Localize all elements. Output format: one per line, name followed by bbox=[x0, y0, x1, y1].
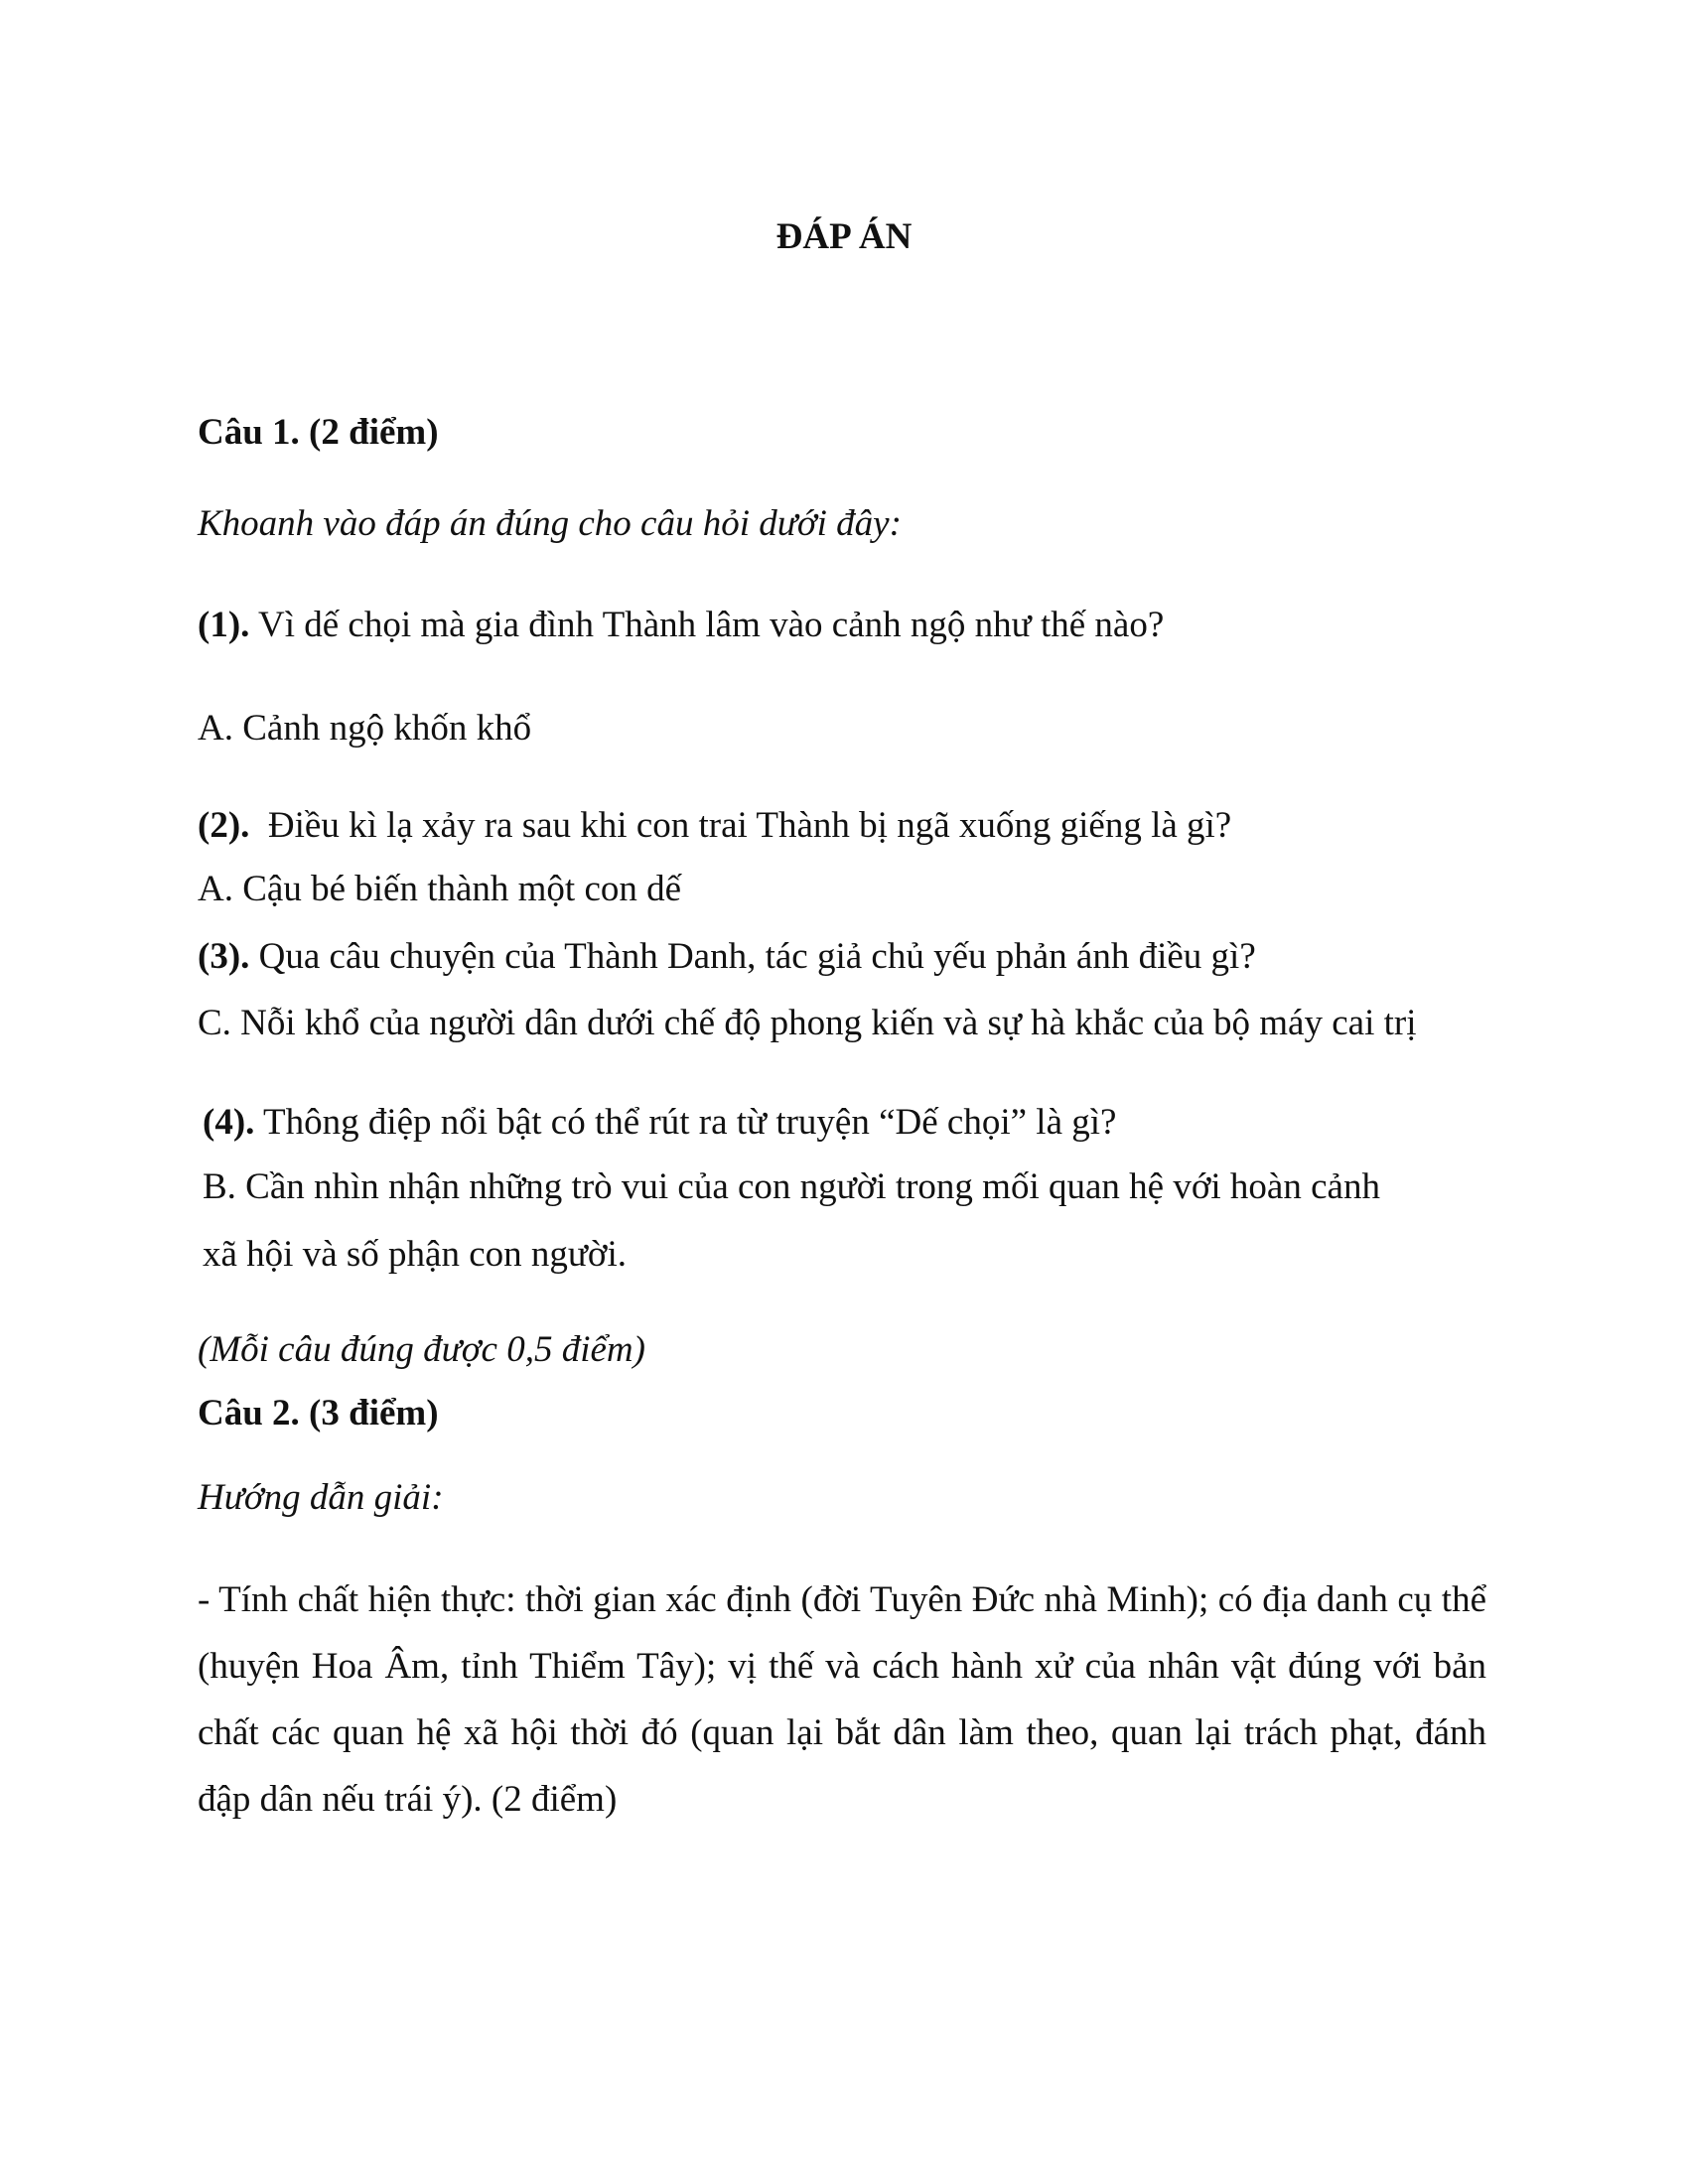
answer-2: A. Cậu bé biến thành một con dế bbox=[198, 869, 682, 909]
question-2-instruction: Hướng dẫn giải: bbox=[198, 1477, 444, 1518]
sub-question-3-label: (3). bbox=[198, 936, 250, 977]
sub-question-2-text: Điều kì lạ xảy ra sau khi con trai Thành bị ngã xuống giếng là gì? bbox=[249, 805, 1232, 846]
sub-question-4-text: Thông điệp nổi bật có thể rút ra từ truyện “Dế chọi” là gì? bbox=[254, 1102, 1117, 1143]
answer-3: C. Nỗi khổ của người dân dưới chế độ phong kiến và sự hà khắc của bộ máy cai trị bbox=[198, 1003, 1417, 1043]
sub-question-3-text: Qua câu chuyện của Thành Danh, tác giả chủ yếu phản ánh điều gì? bbox=[249, 936, 1256, 977]
answer-4-line-1: B. Cần nhìn nhận những trò vui của con người trong mối quan hệ với hoàn cảnh bbox=[203, 1166, 1380, 1207]
question-1-heading: Câu 1. (2 điểm) bbox=[198, 412, 439, 453]
sub-question-2 bbox=[198, 807, 1231, 844]
answer-1: A. Cảnh ngộ khốn khổ bbox=[198, 708, 532, 749]
sub-question-1 bbox=[198, 607, 1164, 643]
question-1-scoring-note: (Mỗi câu đúng được 0,5 điểm) bbox=[198, 1329, 645, 1370]
sub-question-4 bbox=[203, 1104, 1116, 1141]
sub-question-1-label: (1). bbox=[198, 605, 250, 645]
sub-question-3 bbox=[198, 938, 1256, 975]
question-1-instruction: Khoanh vào đáp án đúng cho câu hỏi dưới đây: bbox=[198, 503, 902, 544]
sub-question-4-label: (4). bbox=[203, 1102, 255, 1143]
sub-question-2-label: (2). bbox=[198, 805, 250, 846]
question-2-heading: Câu 2. (3 điểm) bbox=[198, 1393, 439, 1433]
answer-4-line-2: xã hội và số phận con người. bbox=[203, 1234, 628, 1275]
question-2-answer-paragraph: - Tính chất hiện thực: thời gian xác định (đời Tuyên Đức nhà Minh); có địa danh cụ thể (huyện Hoa Âm, tỉnh Thiểm Tây); vị thế và cách hành xử của nhân vật đúng với bản chất các quan hệ xã hội thời đó (quan lại bắt dân làm theo, quan lại trách phạt, đánh đập dân nếu trái ý). (2 điểm) bbox=[198, 1579, 1486, 1820]
sub-question-1-text: Vì dế chọi mà gia đình Thành lâm vào cảnh ngộ như thế nào? bbox=[249, 605, 1165, 645]
page-title: ĐÁP ÁN bbox=[775, 216, 913, 257]
